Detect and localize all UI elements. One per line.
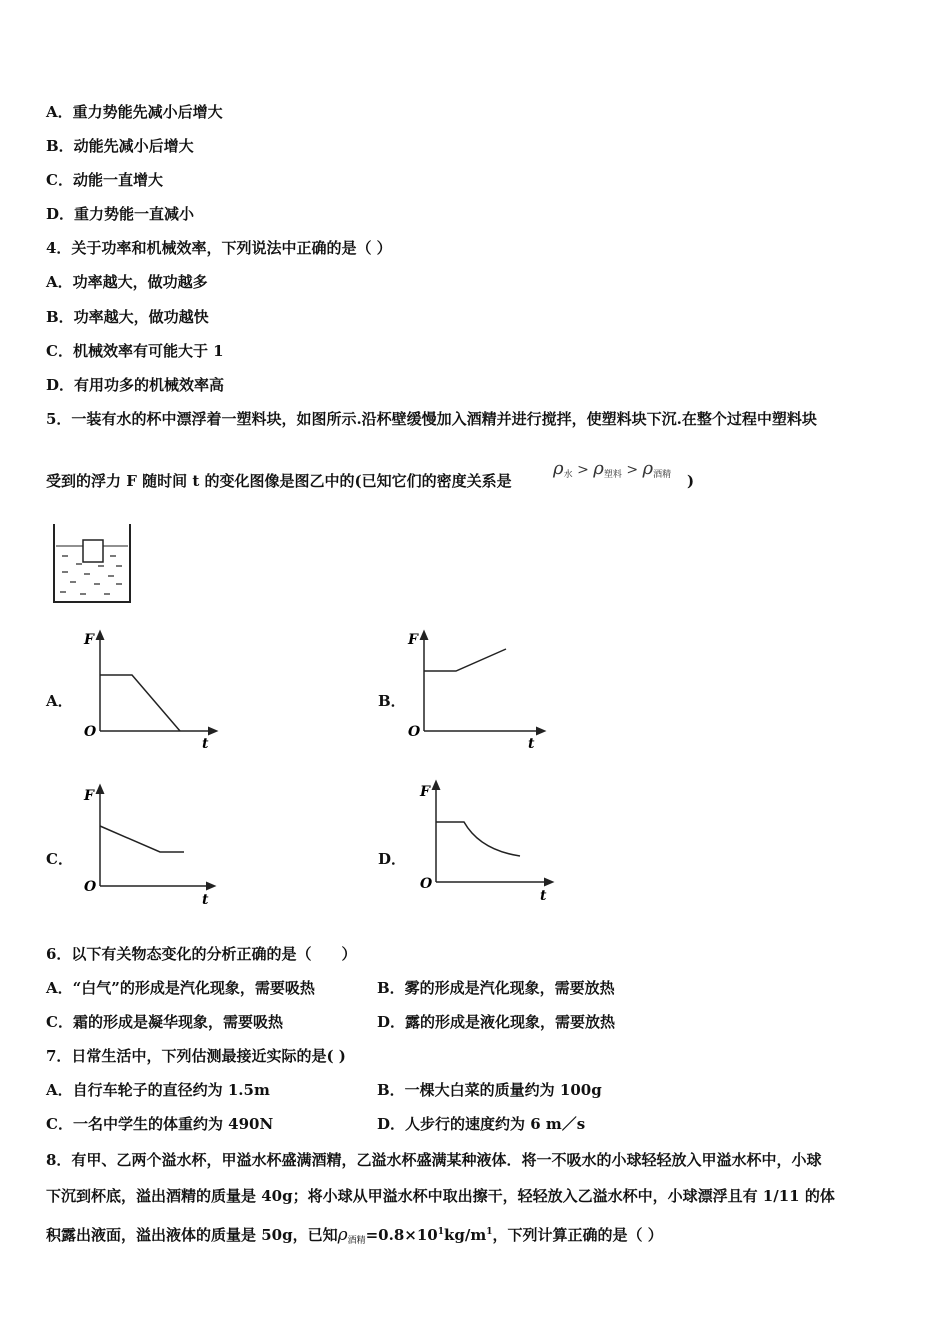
graph-d-axis-o: O [420, 876, 433, 892]
q4-stem: 4．关于功率和机械效率，下列说法中正确的是（ ） [46, 239, 392, 257]
graph-label-c: C． [46, 850, 73, 868]
graph-b-axis-f: F [408, 632, 418, 648]
q5-stem-line1: 5．一装有水的杯中漂浮着一塑料块，如图所示.沿杯壁缓慢加入酒精并进行搅拌，使塑料块下沉.在整个过程中塑料块 [46, 410, 817, 428]
beaker-figure [48, 522, 138, 608]
q6-stem: 6．以下有关物态变化的分析正确的是（ ） [46, 945, 357, 963]
graph-b [404, 628, 554, 753]
q5-stem-text: 受到的浮力 F 随时间 t 的变化图像是图乙中的(已知它们的密度关系是 [46, 472, 512, 490]
q3-option-a: A．重力势能先减小后增大 [46, 103, 223, 121]
graph-d-axis-t: t [540, 888, 547, 904]
q6-option-b: B．雾的形成是汽化现象，需要放热 [377, 979, 615, 997]
graph-b-axis-t: t [528, 736, 535, 752]
graph-a [80, 628, 220, 753]
q4-option-d: D．有用功多的机械效率高 [46, 376, 225, 394]
q4-option-a: A．功率越大，做功越多 [46, 273, 208, 291]
q6-option-d: D．露的形成是液化现象，需要放热 [377, 1013, 616, 1031]
q3-option-c: C．动能一直增大 [46, 171, 163, 189]
q5-stem-close: ) [687, 472, 695, 490]
graph-c [80, 782, 220, 910]
q8-line3: 积露出液面，溢出液体的质量是 50g，已知$\rho_{酒精}=0.8\times 10^1kg/m^1$，下列计算正确的是（ ） [46, 1225, 663, 1246]
graph-label-d: D． [378, 850, 407, 868]
graph-d-axis-f: F [420, 784, 430, 800]
graph-label-b: B． [378, 692, 406, 710]
q4-option-b: B．功率越大，做功越快 [46, 308, 209, 326]
q7-option-c: C．一名中学生的体重约为 490N [46, 1115, 274, 1133]
graph-a-axis-o: O [84, 724, 97, 740]
q5-stem-line2 [46, 471, 512, 491]
q6-option-c: C．霜的形成是凝华现象，需要吸热 [46, 1013, 283, 1031]
q3-option-b: B．动能先减小后增大 [46, 137, 194, 155]
graph-b-axis-o: O [408, 724, 421, 740]
q7-option-a: A．自行车轮子的直径约为 1.5m [46, 1081, 270, 1099]
q7-option-b: B．一棵大白菜的质量约为 100g [377, 1081, 602, 1099]
density-relation: $\rho_水 > \rho_{塑料} > \rho_{酒精}$ [553, 458, 672, 480]
q8-line1: 8．有甲、乙两个溢水杯，甲溢水杯盛满酒精，乙溢水杯盛满某种液体．将一不吸水的小球轻轻放入甲溢水杯中，小球 [46, 1151, 822, 1169]
q6-option-a: A．“白气”的形成是汽化现象，需要吸热 [46, 979, 315, 997]
q8-line2: 下沉到杯底，溢出酒精的质量是 40g；将小球从甲溢水杯中取出擦干，轻轻放入乙溢水杯中，小球漂浮且有 1/11 的体 [46, 1187, 835, 1205]
q7-stem: 7．日常生活中，下列估测最接近实际的是( ) [46, 1047, 346, 1065]
graph-c-axis-t: t [202, 892, 209, 908]
q3-option-d: D．重力势能一直减小 [46, 205, 195, 223]
graph-a-axis-t: t [202, 736, 209, 752]
graph-label-a: A． [46, 692, 73, 710]
graph-a-axis-f: F [84, 632, 94, 648]
graph-c-axis-o: O [84, 879, 97, 895]
q7-option-d: D．人步行的速度约为 6 m／s [377, 1115, 586, 1133]
q4-option-c: C．机械效率有可能大于 1 [46, 342, 224, 360]
graph-c-axis-f: F [84, 788, 94, 804]
graph-d [416, 778, 566, 906]
